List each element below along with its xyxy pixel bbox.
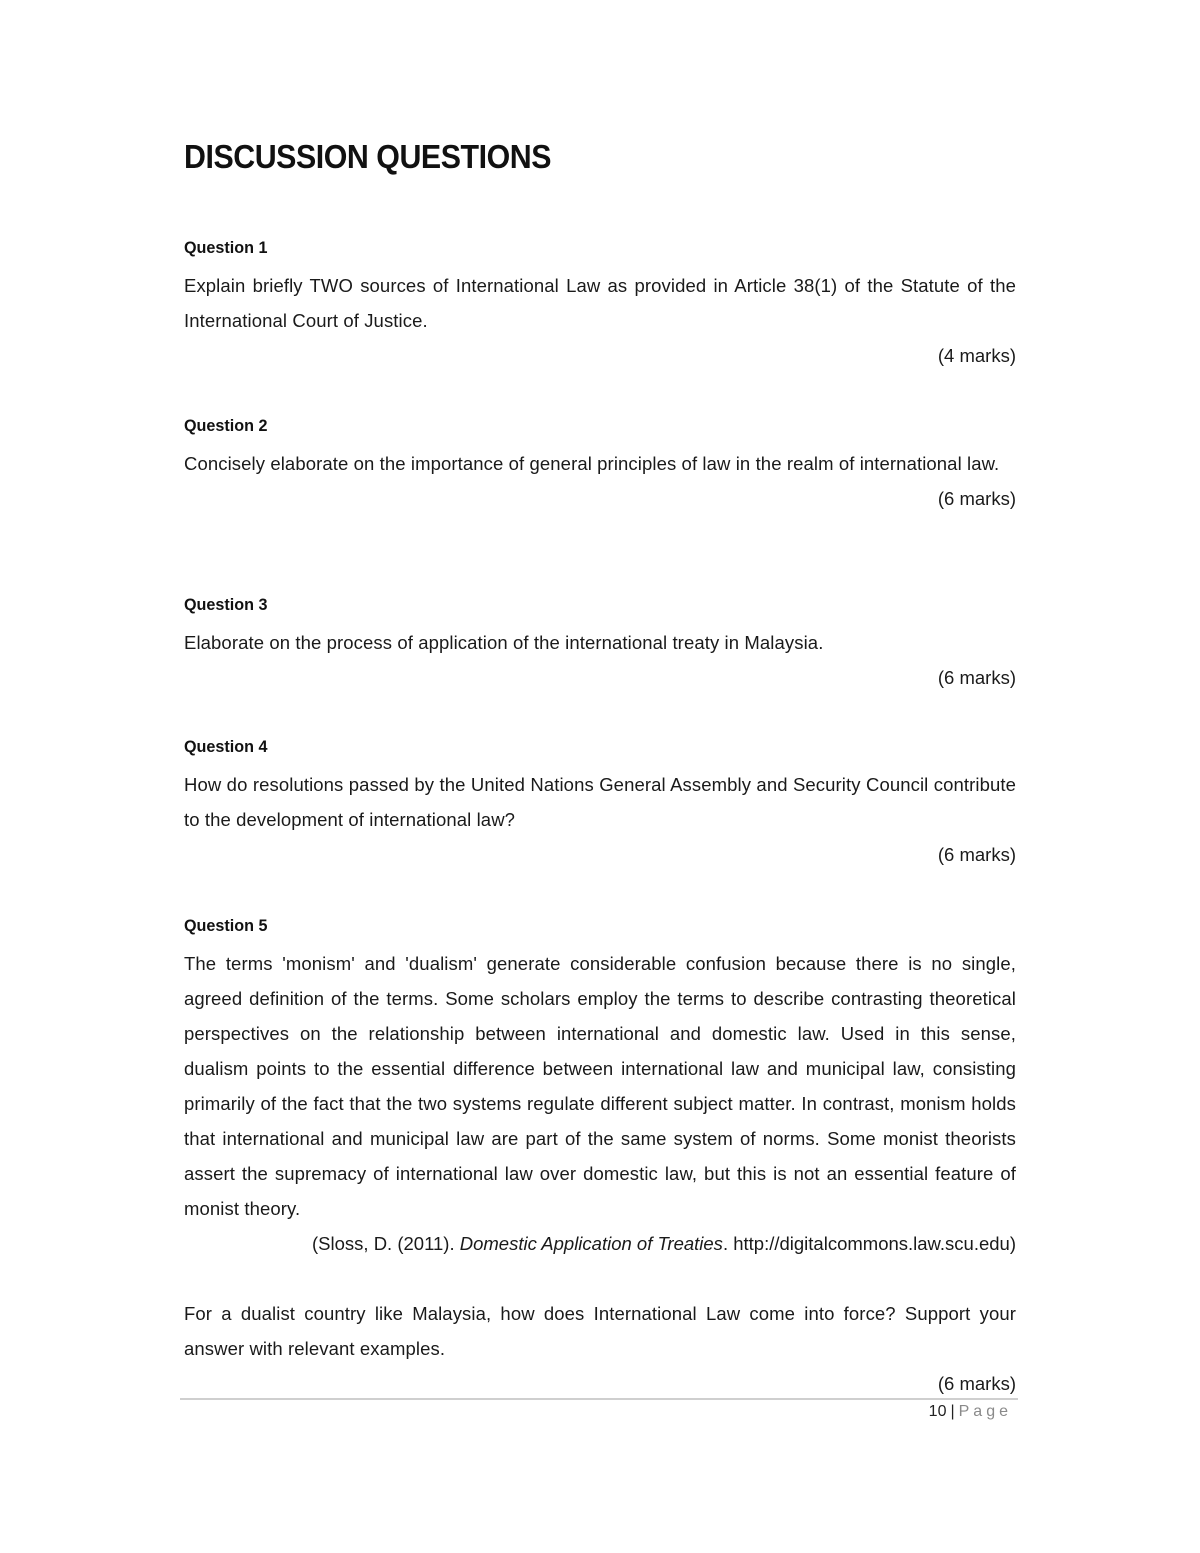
spacer	[184, 1261, 1016, 1296]
question-heading: Question 1	[184, 238, 268, 257]
question-text	[184, 946, 1016, 1226]
question-1	[184, 238, 1016, 373]
marks-label: (6 marks)	[937, 844, 1016, 865]
question-text	[184, 1296, 1016, 1366]
question-text	[184, 446, 1016, 481]
quoted-passage: The terms 'monism' and 'dualism' generate considerable confusion because there is no single, agreed definition of the terms. Some scholars employ the terms to describe contrasting theoretical perspectives on the relationship between international and domestic law. Used in this sense, dualism points to the essential difference between international law and municipal law, consisting primarily of the fact that the two systems regulate different subject matter. In contrast, monism holds that international and municipal law are part of the same system of norms. Some monist theorists assert the supremacy of international law over domestic law, but this is not an essential feature of monist theory.	[184, 953, 1016, 1219]
citation-source: . http://digitalcommons.law.scu.edu)	[722, 1233, 1016, 1254]
citation	[184, 1226, 1016, 1261]
marks-label: (6 marks)	[937, 1373, 1016, 1394]
page-label: Page	[958, 1403, 1012, 1420]
footer-separator: |	[950, 1403, 955, 1420]
citation-author: (Sloss, D. (2011).	[312, 1233, 460, 1254]
question-text	[184, 625, 1016, 660]
question-3	[184, 595, 1016, 695]
citation-title: Domestic Application of Treaties	[459, 1233, 723, 1254]
question-heading: Question 3	[184, 595, 268, 614]
question-heading: Question 4	[184, 737, 268, 756]
question-body: How do resolutions passed by the United Nations General Assembly and Security Council contribute to the development of international law?	[184, 774, 1016, 830]
question-body: Explain briefly TWO sources of International Law as provided in Article 38(1) of the Statute of the International Court of Justice.	[184, 275, 1016, 331]
marks-label: (6 marks)	[937, 667, 1016, 688]
page-number: 10	[928, 1403, 947, 1420]
question-4	[184, 737, 1016, 872]
question-body: Elaborate on the process of application of the international treaty in Malaysia.	[184, 632, 824, 653]
page-title: DISCUSSION QUESTIONS	[184, 138, 551, 175]
footer-divider	[180, 1398, 1018, 1400]
document-page	[184, 0, 1016, 1553]
question-heading: Question 2	[184, 416, 268, 435]
question-heading: Question 5	[184, 916, 268, 935]
question-2	[184, 416, 1016, 516]
question-body: Concisely elaborate on the importance of general principles of law in the realm of international law.	[184, 453, 1000, 474]
marks-label: (4 marks)	[937, 345, 1016, 366]
question-body: For a dualist country like Malaysia, how does International Law come into force? Support your answer with relevant examples.	[184, 1303, 1016, 1359]
page-footer	[929, 1401, 1012, 1423]
question-text	[184, 767, 1016, 837]
marks-label: (6 marks)	[937, 488, 1016, 509]
question-5	[184, 916, 1016, 1401]
question-text	[184, 268, 1016, 338]
